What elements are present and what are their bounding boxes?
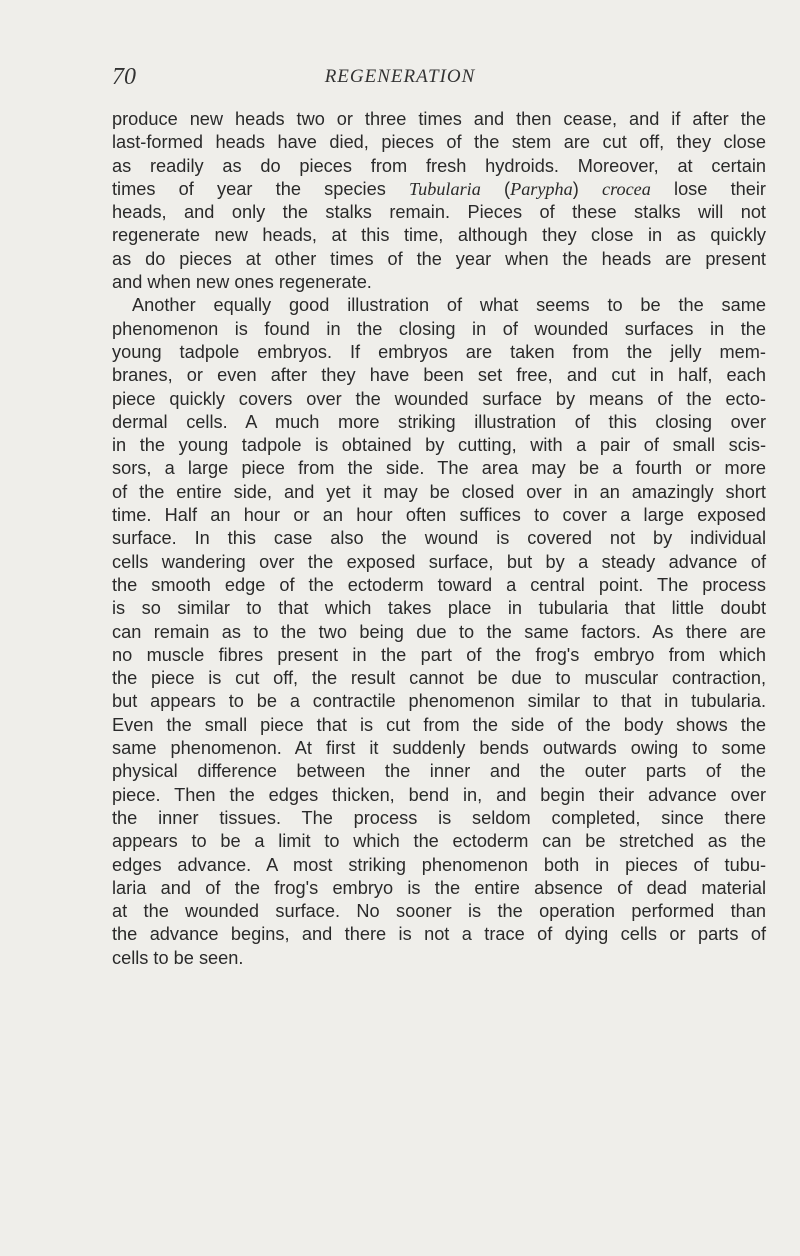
text-line: the advance begins, and there is not a trace of dying cells or parts of	[112, 924, 766, 945]
text-line: sors, a large piece from the side. The area may be a fourth or more	[112, 458, 766, 479]
text-line: surface. In this case also the wound is covered not by individual	[112, 528, 766, 549]
text-line: but appears to be a contractile phenomenon similar to that in tubularia.	[112, 691, 766, 712]
italic-term: Tubularia	[409, 178, 481, 199]
text-line: piece. Then the edges thicken, bend in, and begin their advance over	[112, 784, 766, 805]
text-line: produce new heads two or three times and then cease, and if after the	[112, 109, 766, 129]
text-line: laria and of the frog's embryo is the entire absence of dead material	[112, 877, 766, 898]
text-line: at the wounded surface. No sooner is the operation performed than	[112, 901, 766, 922]
text-line: cells wandering over the exposed surface, but by a steady advance of	[112, 551, 766, 572]
text-line: is so similar to that which takes place in tubularia that little doubt	[112, 598, 766, 619]
body-text	[112, 108, 766, 970]
text-line: of the entire side, and yet it may be closed over in an amazingly short	[112, 481, 766, 502]
text-line: regenerate new heads, at this time, although they close in as quickly	[112, 225, 766, 246]
text-line: last-formed heads have died, pieces of the stem are cut off, they close	[112, 132, 766, 153]
text-line: young tadpole embryos. If embryos are taken from the jelly mem-	[112, 341, 766, 362]
text-line: cells to be seen.	[112, 947, 244, 968]
italic-term: Parypha	[510, 178, 573, 199]
text-line: can remain as to the two being due to the same factors. As there are	[112, 621, 766, 642]
text-line: as do pieces at other times of the year when the heads are present	[112, 248, 766, 269]
text-line: times of year the species Tubularia (Parypha) crocea lose their	[112, 178, 766, 199]
italic-term: crocea	[602, 178, 651, 199]
text-line: appears to be a limit to which the ectoderm can be stretched as the	[112, 831, 766, 852]
text-line: in the young tadpole is obtained by cutting, with a pair of small scis-	[112, 435, 766, 456]
text-line: physical difference between the inner and the outer parts of the	[112, 761, 766, 782]
text-line: phenomenon is found in the closing in of wounded surfaces in the	[112, 318, 766, 339]
text-line: Even the small piece that is cut from the side of the body shows the	[112, 714, 766, 735]
text-line: time. Half an hour or an hour often suffices to cover a large exposed	[112, 505, 766, 526]
page-number: 70	[112, 64, 136, 90]
text-line: the piece is cut off, the result cannot be due to muscular contraction,	[112, 668, 766, 689]
page-header	[0, 62, 800, 92]
paragraph	[112, 108, 766, 294]
text-line: dermal cells. A much more striking illustration of this closing over	[112, 411, 766, 432]
text-line: no muscle fibres present in the part of the frog's embryo from which	[112, 644, 766, 665]
text-line: heads, and only the stalks remain. Pieces of these stalks will not	[112, 202, 766, 223]
text-line: the smooth edge of the ectoderm toward a central point. The process	[112, 574, 766, 595]
text-line: same phenomenon. At first it suddenly bends outwards owing to some	[112, 738, 766, 759]
text-line: the inner tissues. The process is seldom completed, since there	[112, 807, 766, 828]
text-line: branes, or even after they have been set free, and cut in half, each	[112, 365, 766, 386]
text-line: and when new ones regenerate.	[112, 272, 372, 293]
text-line: piece quickly covers over the wounded surface by means of the ecto-	[112, 388, 766, 409]
running-head: REGENERATION	[324, 66, 476, 87]
paragraph	[112, 294, 766, 970]
text-line: as readily as do pieces from fresh hydroids. Moreover, at certain	[112, 155, 766, 176]
text-line: edges advance. A most striking phenomenon both in pieces of tubu-	[112, 854, 766, 875]
text-line: Another equally good illustration of what seems to be the same	[132, 295, 766, 316]
